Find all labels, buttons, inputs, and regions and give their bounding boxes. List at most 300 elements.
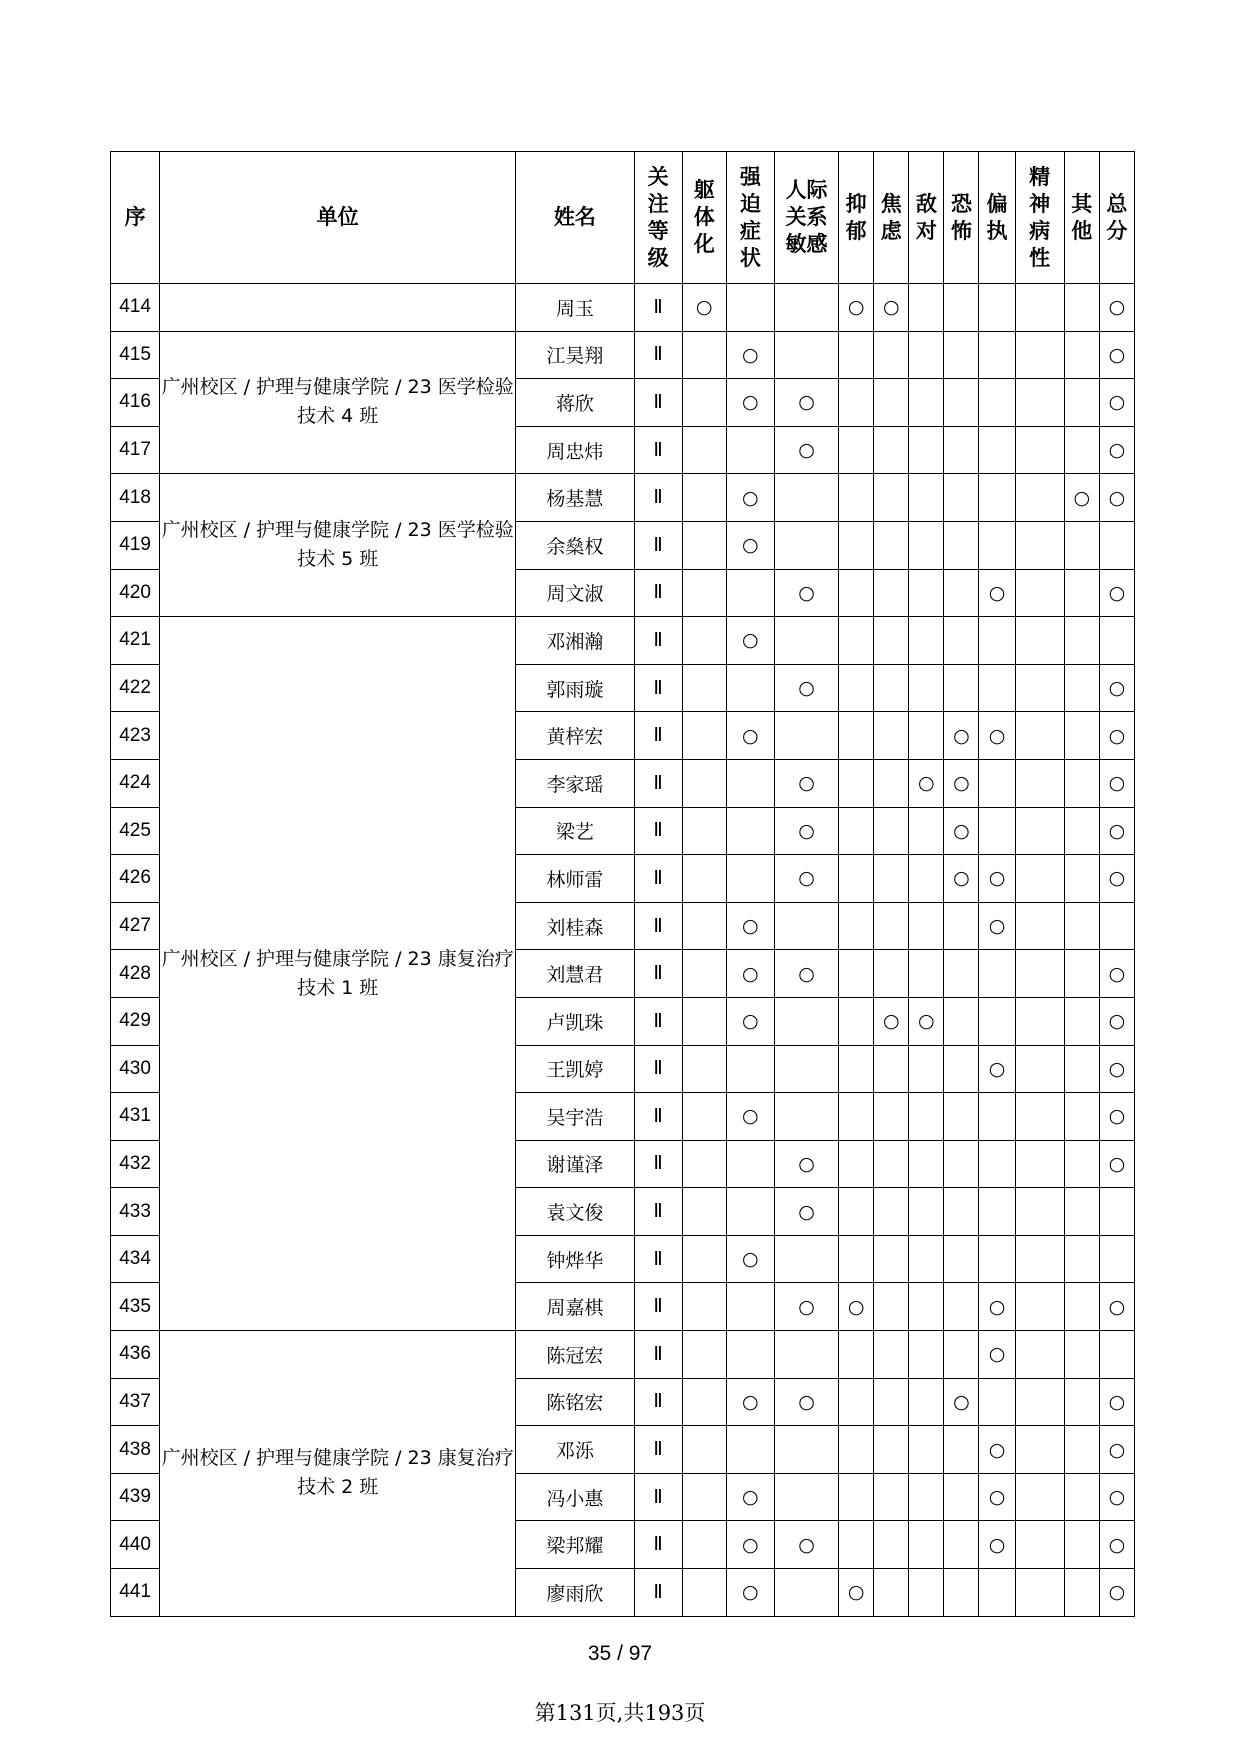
cell-mark: ○ xyxy=(774,950,838,998)
header-psychoticism-label: 精神病性 xyxy=(1029,164,1051,270)
cell-attention-level: Ⅱ xyxy=(634,1188,682,1236)
cell-mark xyxy=(726,807,774,855)
cell-mark xyxy=(774,1045,838,1093)
cell-mark: ○ xyxy=(979,1045,1015,1093)
cell-mark xyxy=(682,474,726,522)
cell-mark xyxy=(1015,1140,1064,1188)
cell-attention-level: Ⅱ xyxy=(634,379,682,427)
cell-unit: 广州校区 / 护理与健康学院 / 23 康复治疗技术 1 班 xyxy=(160,617,516,1331)
cell-mark xyxy=(874,664,909,712)
cell-mark: ○ xyxy=(979,712,1015,760)
cell-mark: ○ xyxy=(944,712,979,760)
cell-attention-level: Ⅱ xyxy=(634,474,682,522)
cell-attention-level: Ⅱ xyxy=(634,1569,682,1617)
table-row xyxy=(111,617,1135,665)
cell-seq: 420 xyxy=(111,569,160,617)
cell-mark xyxy=(1064,950,1099,998)
cell-mark: ○ xyxy=(1099,1378,1134,1426)
cell-mark xyxy=(682,521,726,569)
cell-mark xyxy=(874,474,909,522)
cell-unit: 广州校区 / 护理与健康学院 / 23 康复治疗技术 2 班 xyxy=(160,1331,516,1617)
cell-mark xyxy=(909,284,944,332)
cell-name: 梁邦耀 xyxy=(516,1521,634,1569)
cell-mark: ○ xyxy=(774,1378,838,1426)
header-hostility xyxy=(909,152,944,284)
cell-mark xyxy=(1099,902,1134,950)
cell-mark: ○ xyxy=(774,569,838,617)
cell-mark: ○ xyxy=(726,1093,774,1141)
cell-mark xyxy=(1064,902,1099,950)
cell-mark xyxy=(682,712,726,760)
cell-name: 杨基慧 xyxy=(516,474,634,522)
cell-name: 卢凯珠 xyxy=(516,997,634,1045)
cell-mark: ○ xyxy=(1064,474,1099,522)
cell-seq: 422 xyxy=(111,664,160,712)
cell-mark xyxy=(774,617,838,665)
cell-mark xyxy=(682,1569,726,1617)
cell-seq: 416 xyxy=(111,379,160,427)
cell-mark: ○ xyxy=(979,1473,1015,1521)
cell-attention-level: Ⅱ xyxy=(634,521,682,569)
cell-mark xyxy=(726,759,774,807)
cell-mark xyxy=(909,1283,944,1331)
cell-mark: ○ xyxy=(944,807,979,855)
cell-mark xyxy=(1064,1331,1099,1379)
cell-mark xyxy=(682,569,726,617)
cell-mark xyxy=(979,807,1015,855)
cell-mark xyxy=(874,1235,909,1283)
cell-mark xyxy=(1064,1426,1099,1474)
cell-mark: ○ xyxy=(979,855,1015,903)
cell-mark xyxy=(909,1045,944,1093)
cell-mark: ○ xyxy=(944,855,979,903)
cell-mark xyxy=(874,426,909,474)
cell-mark xyxy=(874,1378,909,1426)
cell-mark xyxy=(1064,1235,1099,1283)
cell-mark xyxy=(909,426,944,474)
cell-mark xyxy=(1015,569,1064,617)
cell-mark: ○ xyxy=(726,379,774,427)
cell-mark xyxy=(874,902,909,950)
cell-mark: ○ xyxy=(726,1378,774,1426)
cell-name: 王凯婷 xyxy=(516,1045,634,1093)
cell-mark xyxy=(979,759,1015,807)
cell-mark xyxy=(839,1235,874,1283)
cell-mark xyxy=(979,1188,1015,1236)
cell-mark: ○ xyxy=(909,759,944,807)
cell-mark xyxy=(874,1188,909,1236)
cell-mark xyxy=(1015,474,1064,522)
cell-mark xyxy=(682,331,726,379)
cell-mark xyxy=(1064,759,1099,807)
cell-mark xyxy=(944,950,979,998)
cell-mark xyxy=(682,1140,726,1188)
cell-seq: 441 xyxy=(111,1569,160,1617)
cell-mark xyxy=(979,617,1015,665)
cell-seq: 430 xyxy=(111,1045,160,1093)
cell-mark xyxy=(682,617,726,665)
cell-mark xyxy=(774,1426,838,1474)
cell-mark xyxy=(944,1331,979,1379)
cell-name: 周文淑 xyxy=(516,569,634,617)
cell-mark xyxy=(1064,1188,1099,1236)
cell-seq: 438 xyxy=(111,1426,160,1474)
cell-mark xyxy=(979,1378,1015,1426)
cell-mark: ○ xyxy=(1099,1283,1134,1331)
cell-attention-level: Ⅱ xyxy=(634,902,682,950)
cell-mark xyxy=(839,1045,874,1093)
cell-mark xyxy=(874,759,909,807)
cell-mark xyxy=(726,1045,774,1093)
cell-mark xyxy=(909,521,944,569)
header-anxiety-label: 焦虑 xyxy=(880,191,902,243)
header-paranoia xyxy=(979,152,1015,284)
cell-name: 李家瑶 xyxy=(516,759,634,807)
cell-mark: ○ xyxy=(726,1473,774,1521)
cell-mark xyxy=(726,855,774,903)
cell-name: 邓湘瀚 xyxy=(516,617,634,665)
cell-mark: ○ xyxy=(1099,379,1134,427)
cell-mark xyxy=(874,1283,909,1331)
cell-mark xyxy=(1015,426,1064,474)
cell-mark: ○ xyxy=(979,1521,1015,1569)
cell-attention-level: Ⅱ xyxy=(634,1521,682,1569)
cell-mark xyxy=(909,617,944,665)
cell-mark xyxy=(944,1283,979,1331)
cell-mark xyxy=(682,664,726,712)
cell-mark: ○ xyxy=(726,1521,774,1569)
cell-mark xyxy=(726,569,774,617)
cell-mark xyxy=(979,664,1015,712)
cell-attention-level: Ⅱ xyxy=(634,1283,682,1331)
cell-name: 吴宇浩 xyxy=(516,1093,634,1141)
cell-mark xyxy=(1015,807,1064,855)
cell-mark: ○ xyxy=(774,1188,838,1236)
cell-mark xyxy=(682,950,726,998)
cell-mark xyxy=(874,1331,909,1379)
cell-mark xyxy=(839,1521,874,1569)
cell-seq: 440 xyxy=(111,1521,160,1569)
header-somatization-label: 躯体化 xyxy=(693,178,715,256)
cell-mark xyxy=(944,379,979,427)
cell-mark xyxy=(1015,997,1064,1045)
cell-mark xyxy=(682,1188,726,1236)
cell-mark: ○ xyxy=(1099,1473,1134,1521)
cell-mark xyxy=(839,1473,874,1521)
cell-mark xyxy=(682,1378,726,1426)
cell-mark xyxy=(979,284,1015,332)
cell-mark xyxy=(874,1521,909,1569)
cell-name: 谢谨泽 xyxy=(516,1140,634,1188)
cell-mark xyxy=(774,1473,838,1521)
header-attention-level xyxy=(634,152,682,284)
header-unit: 单位 xyxy=(160,152,516,284)
cell-mark xyxy=(1015,1331,1064,1379)
cell-mark: ○ xyxy=(774,1521,838,1569)
cell-name: 袁文俊 xyxy=(516,1188,634,1236)
header-interpersonal-label: 人际关系敏感 xyxy=(785,178,828,256)
cell-mark: ○ xyxy=(1099,997,1134,1045)
cell-mark xyxy=(909,331,944,379)
cell-unit: 广州校区 / 护理与健康学院 / 23 医学检验技术 4 班 xyxy=(160,331,516,474)
table-body xyxy=(111,284,1135,1617)
cell-mark xyxy=(839,569,874,617)
cell-attention-level: Ⅱ xyxy=(634,855,682,903)
cell-mark xyxy=(1064,426,1099,474)
cell-name: 刘桂森 xyxy=(516,902,634,950)
cell-mark xyxy=(1015,1569,1064,1617)
cell-mark: ○ xyxy=(979,1283,1015,1331)
cell-mark xyxy=(979,1140,1015,1188)
cell-attention-level: Ⅱ xyxy=(634,617,682,665)
cell-mark xyxy=(1015,1473,1064,1521)
cell-mark xyxy=(944,997,979,1045)
cell-name: 陈铭宏 xyxy=(516,1378,634,1426)
cell-attention-level: Ⅱ xyxy=(634,712,682,760)
cell-mark xyxy=(726,1140,774,1188)
cell-mark xyxy=(979,474,1015,522)
cell-seq: 437 xyxy=(111,1378,160,1426)
header-depression xyxy=(839,152,874,284)
cell-mark xyxy=(839,712,874,760)
cell-mark: ○ xyxy=(774,855,838,903)
cell-mark xyxy=(909,855,944,903)
cell-mark xyxy=(874,1426,909,1474)
cell-mark xyxy=(909,1378,944,1426)
cell-mark xyxy=(944,1521,979,1569)
cell-name: 周玉 xyxy=(516,284,634,332)
cell-mark xyxy=(1064,712,1099,760)
cell-name: 郭雨璇 xyxy=(516,664,634,712)
cell-mark xyxy=(874,379,909,427)
cell-mark xyxy=(1064,1283,1099,1331)
cell-mark xyxy=(726,1426,774,1474)
cell-mark: ○ xyxy=(726,997,774,1045)
cell-seq: 421 xyxy=(111,617,160,665)
cell-mark: ○ xyxy=(682,284,726,332)
cell-mark xyxy=(909,379,944,427)
cell-mark xyxy=(1064,569,1099,617)
cell-mark xyxy=(682,807,726,855)
table-row xyxy=(111,331,1135,379)
cell-mark xyxy=(682,855,726,903)
cell-attention-level: Ⅱ xyxy=(634,759,682,807)
cell-mark: ○ xyxy=(1099,759,1134,807)
cell-mark xyxy=(839,1093,874,1141)
cell-mark: ○ xyxy=(1099,1426,1134,1474)
cell-mark: ○ xyxy=(874,284,909,332)
cell-mark: ○ xyxy=(1099,1140,1134,1188)
cell-mark xyxy=(979,1569,1015,1617)
cell-seq: 426 xyxy=(111,855,160,903)
cell-mark xyxy=(874,1473,909,1521)
cell-mark xyxy=(909,1140,944,1188)
cell-mark: ○ xyxy=(1099,950,1134,998)
cell-mark: ○ xyxy=(979,1331,1015,1379)
cell-mark xyxy=(909,1188,944,1236)
table-row xyxy=(111,284,1135,332)
cell-mark: ○ xyxy=(774,664,838,712)
cell-attention-level: Ⅱ xyxy=(634,1426,682,1474)
cell-mark xyxy=(774,284,838,332)
cell-mark xyxy=(1015,902,1064,950)
cell-mark: ○ xyxy=(1099,426,1134,474)
cell-mark: ○ xyxy=(774,379,838,427)
cell-mark xyxy=(874,807,909,855)
cell-mark xyxy=(1015,1426,1064,1474)
cell-mark xyxy=(1015,712,1064,760)
cell-mark xyxy=(682,1426,726,1474)
cell-mark xyxy=(874,569,909,617)
cell-seq: 414 xyxy=(111,284,160,332)
cell-mark: ○ xyxy=(839,1569,874,1617)
cell-mark xyxy=(1064,521,1099,569)
cell-mark: ○ xyxy=(726,1569,774,1617)
cell-mark xyxy=(682,1473,726,1521)
cell-seq: 431 xyxy=(111,1093,160,1141)
cell-mark xyxy=(979,950,1015,998)
cell-mark xyxy=(1015,284,1064,332)
cell-attention-level: Ⅱ xyxy=(634,1235,682,1283)
cell-mark xyxy=(1015,1521,1064,1569)
cell-mark xyxy=(1064,997,1099,1045)
cell-mark xyxy=(874,1093,909,1141)
cell-mark xyxy=(682,1521,726,1569)
cell-name: 林师雷 xyxy=(516,855,634,903)
cell-mark: ○ xyxy=(1099,331,1134,379)
cell-name: 刘慧君 xyxy=(516,950,634,998)
cell-mark xyxy=(774,331,838,379)
cell-attention-level: Ⅱ xyxy=(634,997,682,1045)
cell-name: 陈冠宏 xyxy=(516,1331,634,1379)
cell-mark xyxy=(944,521,979,569)
header-anxiety xyxy=(874,152,909,284)
cell-mark xyxy=(1015,759,1064,807)
cell-attention-level: Ⅱ xyxy=(634,1378,682,1426)
cell-mark xyxy=(839,474,874,522)
cell-mark: ○ xyxy=(726,902,774,950)
cell-attention-level: Ⅱ xyxy=(634,807,682,855)
cell-mark xyxy=(682,1235,726,1283)
cell-attention-level: Ⅱ xyxy=(634,1045,682,1093)
cell-seq: 429 xyxy=(111,997,160,1045)
cell-attention-level: Ⅱ xyxy=(634,1331,682,1379)
header-obsessive xyxy=(726,152,774,284)
cell-mark xyxy=(726,1188,774,1236)
cell-mark: ○ xyxy=(1099,1045,1134,1093)
cell-attention-level: Ⅱ xyxy=(634,1093,682,1141)
cell-name: 余燊权 xyxy=(516,521,634,569)
cell-mark: ○ xyxy=(1099,569,1134,617)
cell-mark: ○ xyxy=(726,950,774,998)
cell-mark xyxy=(874,617,909,665)
cell-mark xyxy=(1015,617,1064,665)
cell-mark xyxy=(979,1093,1015,1141)
cell-mark: ○ xyxy=(1099,284,1134,332)
cell-mark xyxy=(909,1569,944,1617)
cell-seq: 417 xyxy=(111,426,160,474)
cell-mark xyxy=(944,1188,979,1236)
cell-seq: 423 xyxy=(111,712,160,760)
cell-mark xyxy=(682,1093,726,1141)
cell-mark: ○ xyxy=(1099,664,1134,712)
cell-mark xyxy=(944,474,979,522)
cell-mark xyxy=(774,997,838,1045)
cell-name: 廖雨欣 xyxy=(516,1569,634,1617)
table-row xyxy=(111,1331,1135,1379)
cell-mark xyxy=(979,426,1015,474)
header-obsessive-label: 强迫症状 xyxy=(739,164,761,270)
cell-mark xyxy=(774,1093,838,1141)
cell-name: 黄梓宏 xyxy=(516,712,634,760)
cell-mark: ○ xyxy=(944,759,979,807)
cell-seq: 439 xyxy=(111,1473,160,1521)
cell-attention-level: Ⅱ xyxy=(634,664,682,712)
cell-mark xyxy=(1015,1235,1064,1283)
cell-mark: ○ xyxy=(1099,712,1134,760)
cell-mark xyxy=(774,474,838,522)
cell-mark xyxy=(1064,1521,1099,1569)
cell-mark xyxy=(774,521,838,569)
header-total-label: 总分 xyxy=(1106,191,1128,243)
header-depression-label: 抑郁 xyxy=(845,191,867,243)
cell-mark xyxy=(726,1331,774,1379)
cell-mark xyxy=(726,426,774,474)
cell-mark xyxy=(839,1188,874,1236)
cell-mark xyxy=(1064,284,1099,332)
cell-name: 周忠炜 xyxy=(516,426,634,474)
cell-mark xyxy=(682,997,726,1045)
cell-mark xyxy=(1064,1378,1099,1426)
cell-mark: ○ xyxy=(726,521,774,569)
header-paranoia-label: 偏执 xyxy=(986,191,1008,243)
cell-mark: ○ xyxy=(1099,1569,1134,1617)
cell-attention-level: Ⅱ xyxy=(634,1140,682,1188)
cell-mark: ○ xyxy=(726,474,774,522)
cell-mark xyxy=(979,331,1015,379)
cell-mark xyxy=(944,1426,979,1474)
cell-mark xyxy=(839,1426,874,1474)
cell-mark xyxy=(909,1235,944,1283)
cell-mark xyxy=(774,1331,838,1379)
cell-mark xyxy=(944,1569,979,1617)
header-other xyxy=(1064,152,1099,284)
cell-seq: 419 xyxy=(111,521,160,569)
cell-mark xyxy=(944,426,979,474)
cell-mark xyxy=(839,1331,874,1379)
cell-mark xyxy=(1015,1093,1064,1141)
cell-mark xyxy=(774,1235,838,1283)
cell-mark xyxy=(909,950,944,998)
cell-mark xyxy=(909,1331,944,1379)
cell-mark xyxy=(944,1235,979,1283)
cell-mark: ○ xyxy=(839,284,874,332)
cell-mark xyxy=(979,997,1015,1045)
cell-mark: ○ xyxy=(944,1378,979,1426)
cell-attention-level: Ⅱ xyxy=(634,950,682,998)
cell-mark xyxy=(874,855,909,903)
cell-mark: ○ xyxy=(1099,474,1134,522)
cell-attention-level: Ⅱ xyxy=(634,284,682,332)
cell-name: 周嘉棋 xyxy=(516,1283,634,1331)
cell-mark xyxy=(839,759,874,807)
cell-mark: ○ xyxy=(979,569,1015,617)
header-hostility-label: 敌对 xyxy=(915,191,937,243)
cell-mark xyxy=(1015,1188,1064,1236)
cell-mark xyxy=(726,1283,774,1331)
cell-mark xyxy=(1015,331,1064,379)
cell-seq: 432 xyxy=(111,1140,160,1188)
